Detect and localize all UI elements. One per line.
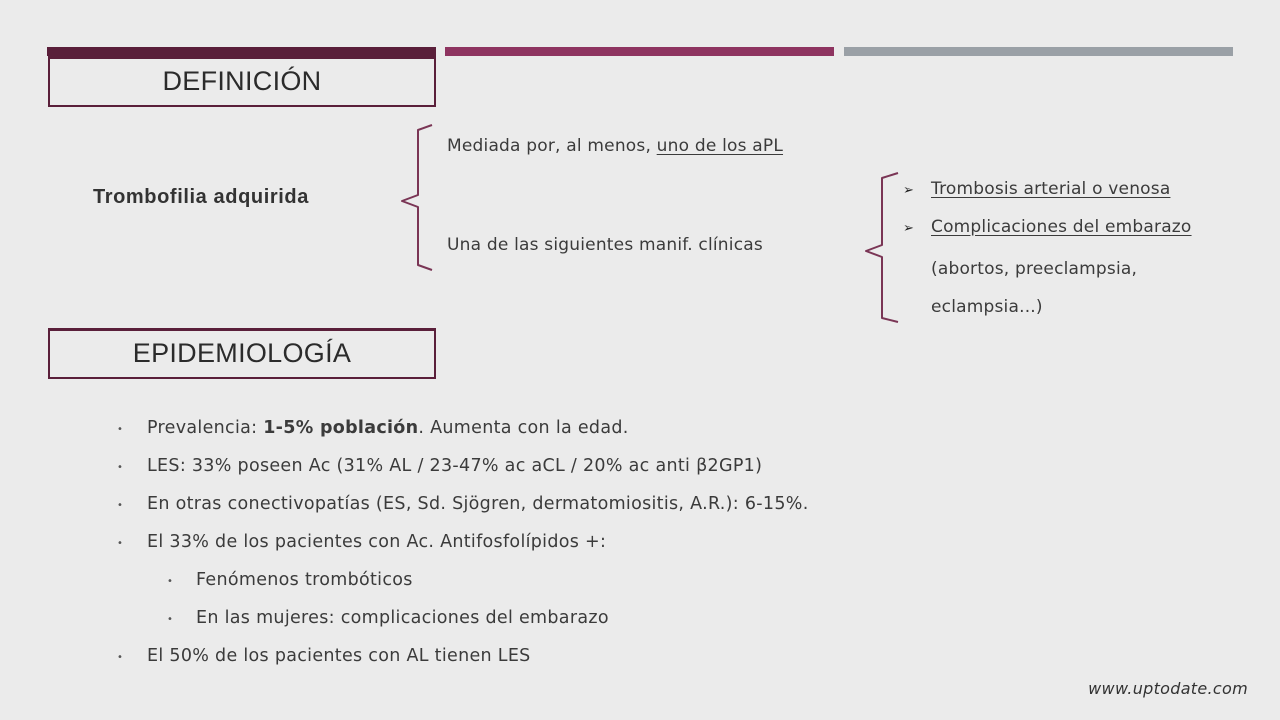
bullet-icon: • [117,500,123,511]
criterion-apl: Mediada por, al menos, uno de los aPL [447,136,784,156]
definition-heading: DEFINICIÓN [162,66,322,96]
bullet-icon: • [167,614,173,625]
source-link[interactable]: www.uptodate.com [1088,679,1248,698]
header-bar-gray [844,47,1233,56]
sub-bracket [866,173,898,322]
main-bracket [402,125,432,270]
bullet-icon: • [117,538,123,549]
bullet-icon: • [167,576,173,587]
manifestation-detail-1: (abortos, preeclampsia, [931,259,1138,279]
bullet-icon: • [117,424,123,435]
manifestation-item-thrombosis [903,179,1170,199]
epidemiology-heading-box [48,328,436,379]
epi-bullet-connective: En otras conectivopatías (ES, Sd. Sjögren, dermatomiositis, A.R.): 6-15%. [147,494,809,514]
manifestation-detail-2: eclampsia...) [931,297,1043,317]
epidemiology-heading: EPIDEMIOLOGÍA [132,338,352,368]
manifestation-item-pregnancy [903,217,1192,237]
criterion-clinical: Una de las siguientes manif. clínicas [447,235,763,255]
bullet-icon: • [117,462,123,473]
definition-heading-box [48,56,436,107]
manifestation-link-thrombosis[interactable]: Trombosis arterial o venosa [931,179,1171,199]
epi-subbullet-thrombotic: Fenómenos trombóticos [196,570,413,590]
bullet-icon: • [117,652,123,663]
epi-bullet-prevalence: Prevalencia: 1-5% población. Aumenta con la edad. [147,418,629,438]
criterion-apl-link[interactable]: uno de los aPL [656,136,784,156]
epi-bullet-antiphospholipid: El 33% de los pacientes con Ac. Antifosfolípidos +: [147,532,607,552]
header-bar-magenta [445,47,834,56]
epi-bullet-les: LES: 33% poseen Ac (31% AL / 23-47% ac aCL / 20% ac anti β2GP1) [147,456,763,476]
header-bar-dark [47,47,436,56]
manifestation-link-pregnancy[interactable]: Complicaciones del embarazo [931,217,1192,237]
epi-subbullet-pregnancy: En las mujeres: complicaciones del embarazo [196,608,609,628]
arrow-bullet-icon: ➢ [903,221,915,236]
definition-term: Trombofilia adquirida [93,186,309,208]
epi-bullet-al-les: El 50% de los pacientes con AL tienen LES [147,646,531,666]
arrow-bullet-icon: ➢ [903,183,915,198]
